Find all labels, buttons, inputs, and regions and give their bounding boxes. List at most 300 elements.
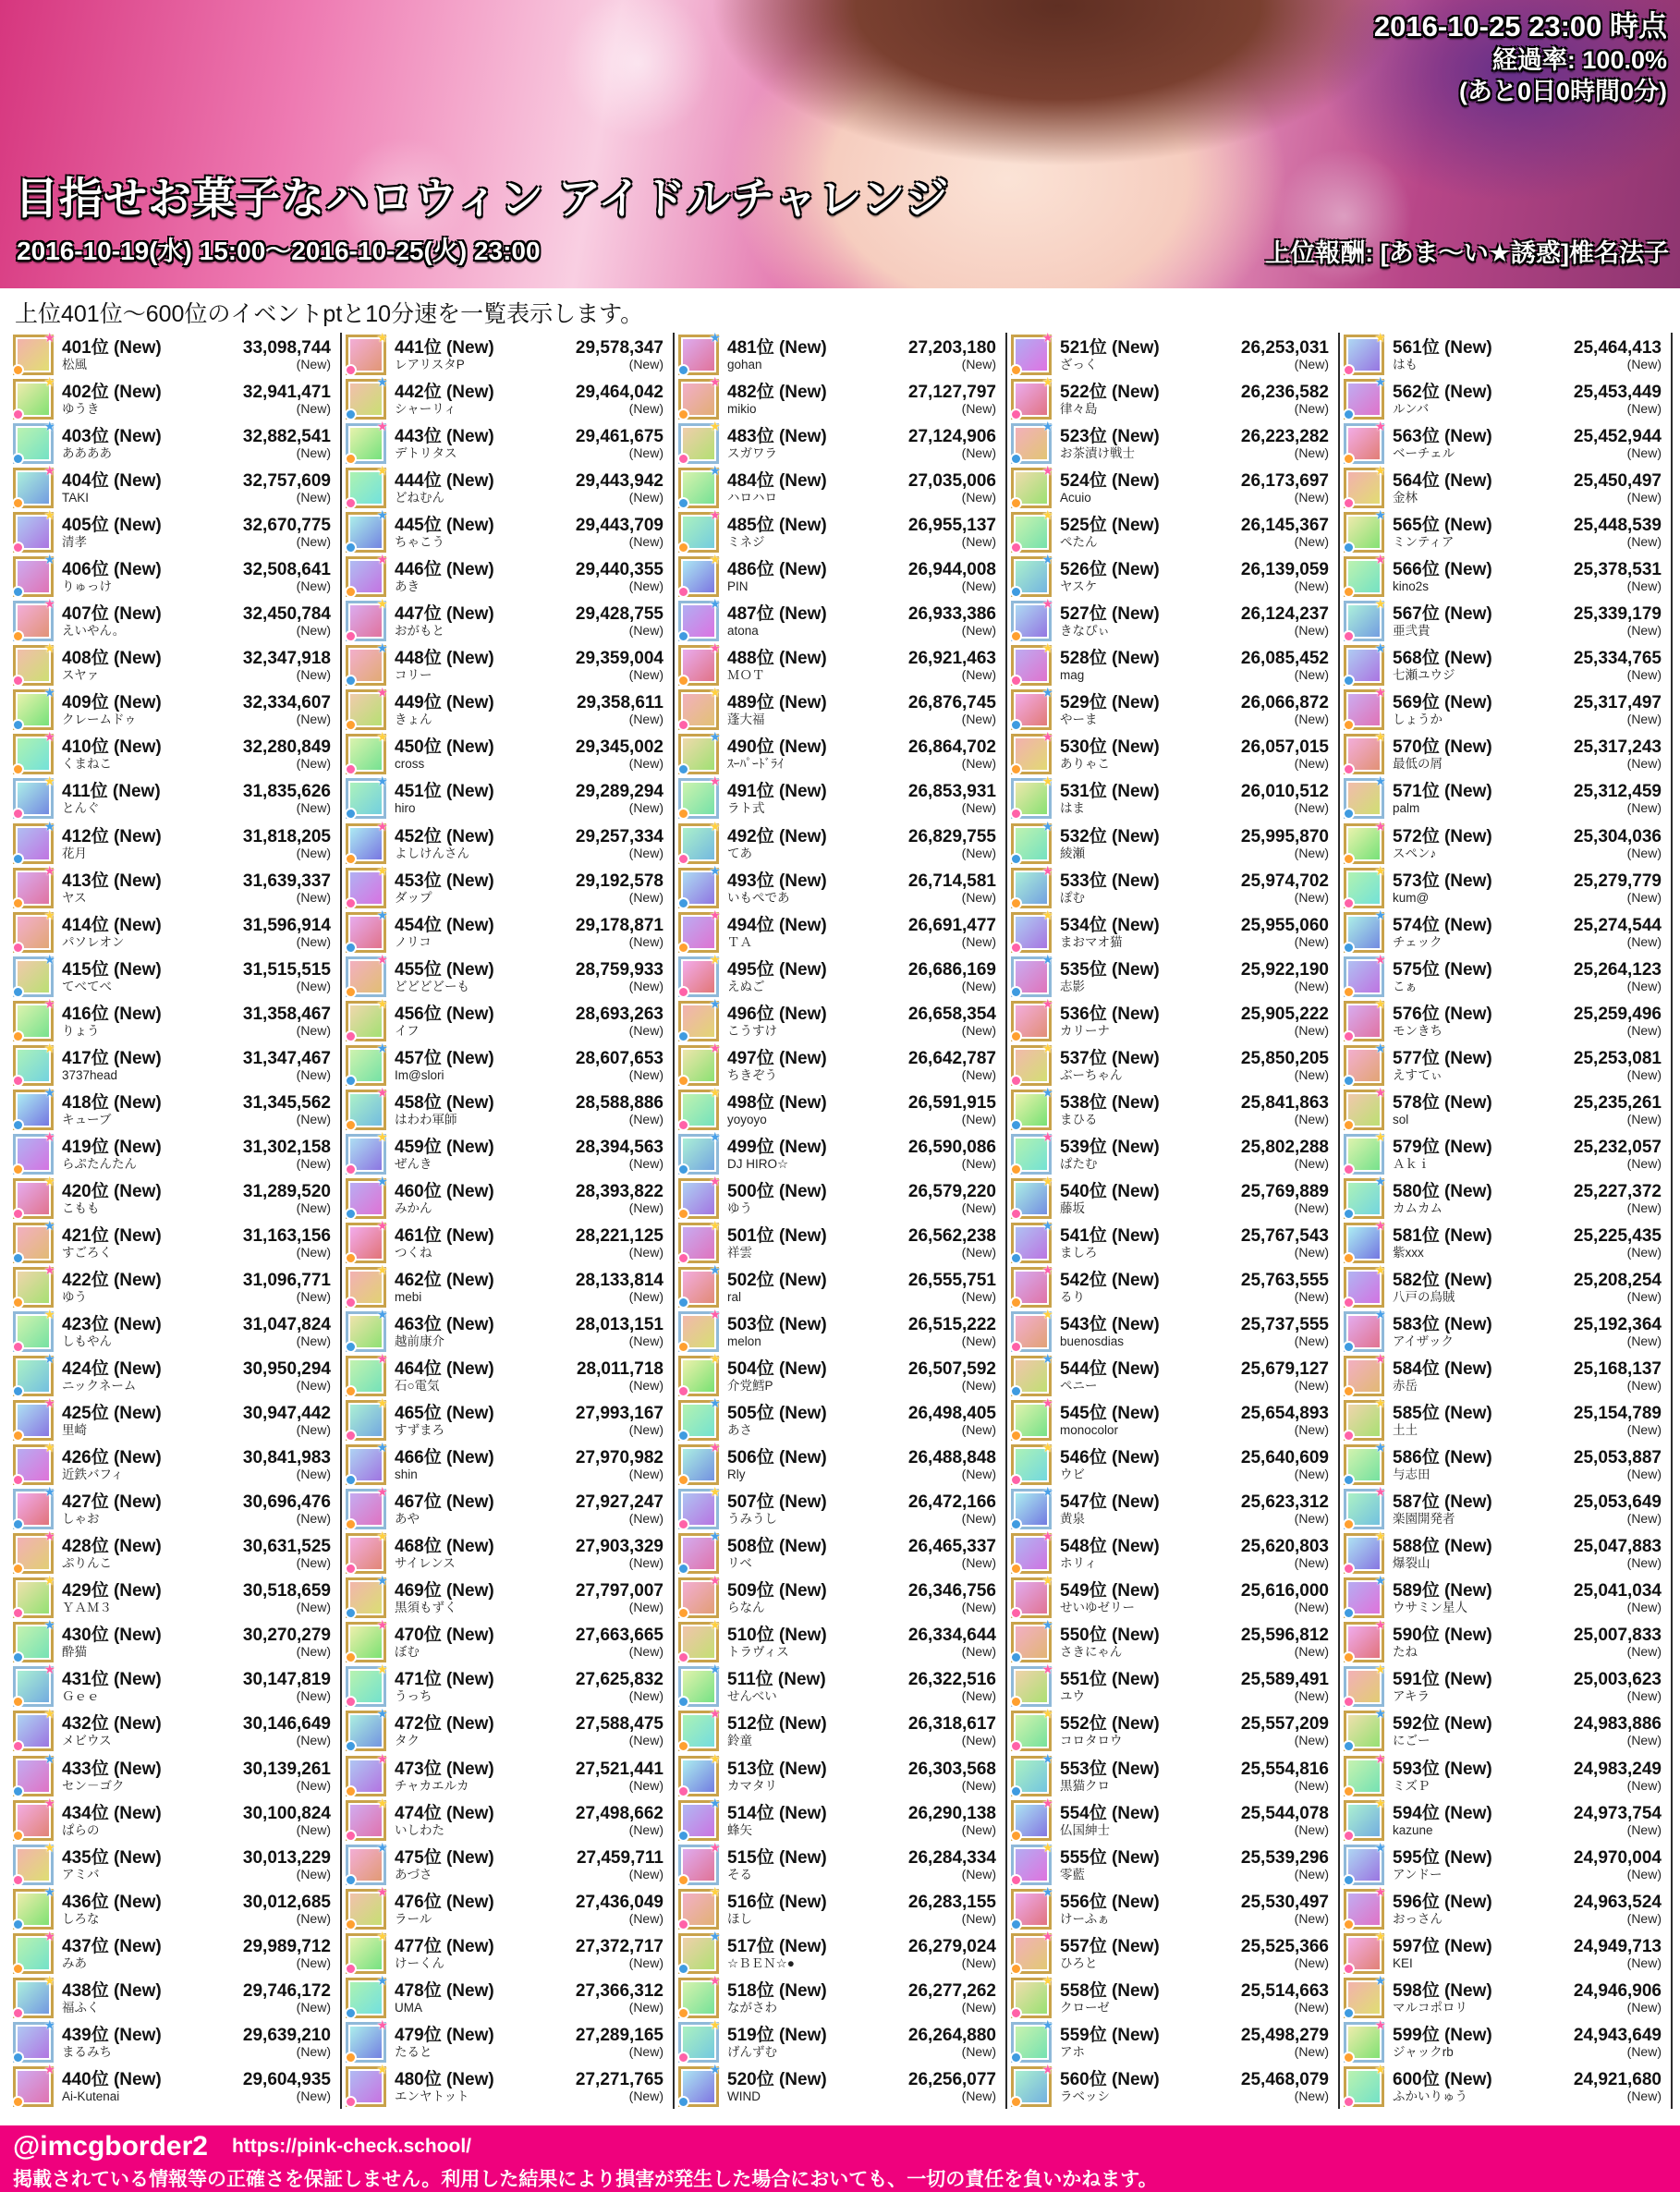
attribute-icon <box>345 1163 357 1175</box>
star-icon: ★ <box>709 1395 721 1411</box>
attribute-icon <box>1010 719 1022 731</box>
idol-avatar-image <box>1011 1440 1053 1485</box>
rank-label: 500位 (New) <box>727 1181 827 1201</box>
idol-avatar-image <box>1344 1217 1386 1263</box>
player-name: Im@slori <box>395 1067 444 1082</box>
star-icon: ★ <box>1374 640 1386 656</box>
points-value: 32,757,609 <box>242 471 331 492</box>
points-status: (New) <box>1294 2043 1329 2059</box>
star-icon: ★ <box>709 1928 721 1943</box>
player-name: ましろ <box>1060 1245 1098 1260</box>
points-status: (New) <box>1626 1378 1662 1394</box>
points-value: 25,530,497 <box>1240 1892 1329 1912</box>
player-name: らなん <box>727 1601 765 1615</box>
idol-avatar-image <box>346 330 388 375</box>
rank-label: 456位 (New) <box>395 1004 494 1024</box>
points-value: 25,616,000 <box>1240 1581 1329 1601</box>
player-name: ミネジ <box>727 535 765 550</box>
points-value: 25,007,833 <box>1573 1626 1662 1646</box>
idol-avatar-image <box>1011 1262 1053 1308</box>
points-value: 29,461,675 <box>575 427 663 447</box>
rank-entry <box>678 374 1005 421</box>
points-value: 25,763,555 <box>1240 1271 1329 1290</box>
points-value: 32,334,607 <box>242 693 331 713</box>
rank-entry <box>13 596 340 643</box>
rank-entry <box>346 1440 673 1487</box>
star-icon: ★ <box>1374 596 1386 612</box>
rank-label: 523位 (New) <box>1060 427 1160 447</box>
points-value: 26,555,751 <box>907 1271 996 1290</box>
attribute-icon <box>12 808 24 820</box>
attribute-icon <box>1343 1075 1355 1087</box>
player-name: あさ <box>727 1423 752 1438</box>
points-value: 29,604,935 <box>242 2069 331 2089</box>
points-status: (New) <box>1294 357 1329 372</box>
points-status: (New) <box>1626 2088 1662 2103</box>
points-value: 30,146,649 <box>242 1714 331 1735</box>
points-value: 31,596,914 <box>242 915 331 935</box>
points-value: 31,347,467 <box>242 1048 331 1068</box>
rank-entry <box>678 507 1005 554</box>
points-value: 27,289,165 <box>575 2025 663 2045</box>
star-icon: ★ <box>709 1662 721 1677</box>
points-status: (New) <box>961 1289 996 1304</box>
idol-avatar-image <box>1344 1750 1386 1796</box>
idol-avatar-image <box>13 729 55 774</box>
rank-label: 406位 (New) <box>62 560 162 580</box>
rank-label: 534位 (New) <box>1060 915 1160 935</box>
idol-avatar-image <box>13 818 55 864</box>
points-status: (New) <box>1626 1644 1662 1660</box>
rank-label: 532位 (New) <box>1060 826 1160 846</box>
star-icon: ★ <box>376 1706 388 1722</box>
player-name: hiro <box>395 801 416 816</box>
star-icon: ★ <box>1041 1617 1053 1633</box>
points-status: (New) <box>1626 401 1662 417</box>
rank-entry <box>13 2016 340 2064</box>
player-name: ウサミン星人 <box>1393 1601 1467 1615</box>
attribute-icon <box>345 719 357 731</box>
player-name: ぱたむ <box>1060 1156 1098 1171</box>
player-name: ゆう <box>62 1290 87 1304</box>
rank-label: 573位 (New) <box>1393 871 1492 891</box>
idol-avatar-image <box>13 1217 55 1263</box>
points-status: (New) <box>296 1111 331 1126</box>
player-name: カムカム <box>1393 1200 1443 1215</box>
points-value: 26,944,008 <box>907 560 996 580</box>
points-value: 25,317,243 <box>1573 737 1662 758</box>
idol-avatar-image <box>678 1440 721 1485</box>
player-name: せんべい <box>727 1689 777 1704</box>
points-status: (New) <box>296 978 331 993</box>
star-icon: ★ <box>709 2016 721 2032</box>
rank-label: 533位 (New) <box>1060 871 1160 891</box>
star-icon: ★ <box>376 463 388 479</box>
attribute-icon <box>1343 2052 1355 2064</box>
rank-label: 454位 (New) <box>395 915 494 935</box>
attribute-icon <box>1343 1030 1355 1042</box>
idol-avatar-image <box>13 507 55 553</box>
points-value: 26,642,787 <box>907 1048 996 1068</box>
star-icon: ★ <box>1374 907 1386 922</box>
star-icon: ★ <box>1374 463 1386 479</box>
player-name: りょう <box>62 1023 100 1038</box>
player-name: ぺたん <box>1060 535 1098 550</box>
idol-avatar-image <box>13 1883 55 1930</box>
points-value: 26,591,915 <box>907 1092 996 1113</box>
points-status: (New) <box>961 1688 996 1704</box>
rank-entry <box>346 951 673 999</box>
star-icon: ★ <box>43 374 55 390</box>
points-status: (New) <box>628 1955 663 1970</box>
star-icon: ★ <box>709 729 721 745</box>
rank-entry <box>678 1262 1005 1309</box>
rank-entry <box>1011 1217 1338 1265</box>
attribute-icon <box>1343 1430 1355 1442</box>
idol-avatar-image <box>1344 463 1386 508</box>
points-status: (New) <box>296 1866 331 1881</box>
idol-avatar-image <box>13 1573 55 1618</box>
rank-label: 541位 (New) <box>1060 1225 1160 1246</box>
star-icon: ★ <box>376 1883 388 1899</box>
points-value: 30,147,819 <box>242 1670 331 1690</box>
rank-entry <box>346 1839 673 1887</box>
rank-label: 519位 (New) <box>727 2025 827 2045</box>
points-status: (New) <box>296 490 331 505</box>
idol-avatar-image <box>1344 1484 1386 1529</box>
attribute-icon <box>12 1119 24 1131</box>
rank-entry <box>13 1173 340 1221</box>
rank-entry <box>1011 818 1338 866</box>
attribute-icon <box>1010 675 1022 687</box>
rank-entry <box>1011 374 1338 421</box>
points-value: 25,554,816 <box>1240 1759 1329 1779</box>
points-status: (New) <box>628 1777 663 1793</box>
rank-entry <box>13 374 340 421</box>
rank-entry <box>678 1839 1005 1887</box>
idol-avatar-image <box>13 1440 55 1485</box>
points-value: 28,588,886 <box>575 1092 663 1113</box>
points-value: 29,443,942 <box>575 471 663 492</box>
player-name: melon <box>727 1334 761 1349</box>
star-icon: ★ <box>376 552 388 567</box>
rank-label: 412位 (New) <box>62 826 162 846</box>
attribute-icon <box>1343 1563 1355 1575</box>
star-icon: ★ <box>1374 1795 1386 1810</box>
points-value: 25,259,496 <box>1573 1004 1662 1024</box>
points-status: (New) <box>296 1999 331 2015</box>
points-value: 26,173,697 <box>1240 471 1329 492</box>
attribute-icon <box>1010 1297 1022 1309</box>
player-name: ウビ <box>1060 1467 1085 1482</box>
idol-avatar-image <box>346 729 388 774</box>
attribute-icon <box>1010 853 1022 865</box>
idol-avatar-image <box>13 1706 55 1751</box>
attribute-icon <box>1010 1163 1022 1175</box>
idol-avatar-image <box>1344 1351 1386 1396</box>
rank-label: 471位 (New) <box>395 1670 494 1690</box>
star-icon: ★ <box>376 1484 388 1500</box>
rank-label: 477位 (New) <box>395 1936 494 1956</box>
idol-avatar-image <box>13 640 55 686</box>
attribute-icon <box>1010 1607 1022 1619</box>
idol-avatar-image <box>13 1395 55 1441</box>
rank-label: 598位 (New) <box>1393 1980 1492 2001</box>
rank-label: 499位 (New) <box>727 1137 827 1157</box>
idol-avatar-image <box>1344 2061 1386 2107</box>
player-name: レアリスタP <box>395 358 465 372</box>
rank-label: 420位 (New) <box>62 1181 162 1201</box>
disclaimer-text: 掲載されている情報等の正確さを保証しません。利用した結果により損害が発生した場合においても、一切の責任を負いかねます。 <box>13 2169 1158 2190</box>
rank-label: 576位 (New) <box>1393 1004 1492 1024</box>
star-icon: ★ <box>1041 463 1053 479</box>
star-icon: ★ <box>709 1262 721 1277</box>
rank-label: 443位 (New) <box>395 427 494 447</box>
player-name: 爆裂山 <box>1393 1556 1430 1571</box>
rank-entry <box>346 1128 673 1176</box>
player-name: gohan <box>727 358 762 372</box>
attribute-icon <box>345 1208 357 1220</box>
attribute-icon <box>677 808 689 820</box>
rank-entry <box>1344 1484 1671 1531</box>
player-name: 福ふく <box>62 2000 100 2015</box>
attribute-icon <box>345 763 357 775</box>
points-value: 25,225,435 <box>1573 1225 1662 1246</box>
rank-label: 409位 (New) <box>62 693 162 713</box>
star-icon: ★ <box>709 507 721 523</box>
star-icon: ★ <box>709 1217 721 1233</box>
points-status: (New) <box>1626 1022 1662 1038</box>
points-status: (New) <box>628 445 663 461</box>
player-name: チェック <box>1393 934 1443 949</box>
idol-avatar-image <box>13 2061 55 2107</box>
points-status: (New) <box>628 756 663 772</box>
attribute-icon <box>12 1696 24 1708</box>
player-name: あや <box>395 1512 420 1527</box>
rank-label: 529位 (New) <box>1060 693 1160 713</box>
attribute-icon <box>345 808 357 820</box>
points-status: (New) <box>1294 1066 1329 1082</box>
rank-label: 404位 (New) <box>62 471 162 492</box>
idol-avatar-image <box>346 596 388 641</box>
attribute-icon <box>677 408 689 420</box>
rank-entry <box>346 729 673 776</box>
attribute-icon <box>677 1474 689 1486</box>
idol-avatar-image <box>346 419 388 464</box>
star-icon: ★ <box>376 419 388 434</box>
rank-label: 436位 (New) <box>62 1892 162 1912</box>
idol-avatar-image <box>346 1351 388 1396</box>
points-status: (New) <box>628 1244 663 1260</box>
points-value: 29,192,578 <box>575 871 663 891</box>
rank-entry <box>678 1750 1005 1798</box>
idol-avatar-image <box>1011 1307 1053 1352</box>
points-status: (New) <box>628 357 663 372</box>
attribute-icon <box>12 2007 24 2019</box>
player-name: 石○電気 <box>395 1379 440 1394</box>
attribute-icon <box>1343 853 1355 865</box>
rank-entry <box>678 1664 1005 1709</box>
points-status: (New) <box>1294 1555 1329 1571</box>
attribute-icon <box>1343 897 1355 909</box>
points-status: (New) <box>961 2088 996 2103</box>
idol-avatar-image <box>678 1173 721 1219</box>
rank-label: 585位 (New) <box>1393 1404 1492 1424</box>
star-icon: ★ <box>709 1839 721 1855</box>
attribute-icon <box>345 1430 357 1442</box>
rank-label: 530位 (New) <box>1060 737 1160 758</box>
rank-label: 442位 (New) <box>395 383 494 403</box>
rank-entry <box>13 1573 340 1620</box>
progress-rate: 経過率: 100.0% <box>1491 45 1667 74</box>
rank-entry <box>346 421 673 466</box>
attribute-icon <box>677 1297 689 1309</box>
attribute-icon <box>677 763 689 775</box>
player-name: たね <box>1393 1645 1418 1660</box>
star-icon: ★ <box>43 1307 55 1322</box>
rank-entry <box>678 1351 1005 1398</box>
points-status: (New) <box>1626 1999 1662 2015</box>
points-status: (New) <box>961 1511 996 1527</box>
points-value: 29,289,294 <box>575 782 663 802</box>
star-icon: ★ <box>1041 1440 1053 1455</box>
rank-label: 461位 (New) <box>395 1225 494 1246</box>
points-status: (New) <box>1294 1910 1329 1926</box>
rank-entry <box>1344 374 1671 421</box>
rank-label: 402位 (New) <box>62 383 162 403</box>
attribute-icon <box>12 1607 24 1619</box>
player-name: デトリタス <box>395 446 457 461</box>
points-status: (New) <box>296 1467 331 1482</box>
points-value: 26,283,155 <box>907 1892 996 1912</box>
attribute-icon <box>1010 364 1022 376</box>
points-status: (New) <box>1626 1910 1662 1926</box>
rank-label: 460位 (New) <box>395 1181 494 1201</box>
player-name: PIN <box>727 579 749 594</box>
points-status: (New) <box>296 1289 331 1304</box>
rank-label: 433位 (New) <box>62 1759 162 1779</box>
star-icon: ★ <box>1041 2016 1053 2032</box>
player-name: KEI <box>1393 1955 1413 1970</box>
star-icon: ★ <box>1041 1528 1053 1544</box>
rank-label: 504位 (New) <box>727 1359 827 1380</box>
rank-label: 449位 (New) <box>395 693 494 713</box>
rank-label: 437位 (New) <box>62 1936 162 1956</box>
star-icon: ★ <box>1374 552 1386 567</box>
idol-avatar-image <box>678 330 721 375</box>
attribute-icon <box>345 853 357 865</box>
star-icon: ★ <box>43 2061 55 2076</box>
attribute-icon <box>1010 1252 1022 1264</box>
rank-entry <box>13 773 340 821</box>
points-value: 27,271,765 <box>575 2069 663 2089</box>
rank-entry <box>678 1617 1005 1664</box>
player-name: どどどどーも <box>395 979 469 993</box>
star-icon: ★ <box>709 1972 721 1988</box>
star-icon: ★ <box>376 1795 388 1810</box>
player-name: kum@ <box>1393 890 1430 905</box>
star-icon: ★ <box>1374 1307 1386 1322</box>
attribute-icon <box>12 1297 24 1309</box>
rank-entry <box>13 862 340 910</box>
star-icon: ★ <box>709 640 721 656</box>
points-status: (New) <box>1626 1866 1662 1881</box>
idol-avatar-image <box>1344 507 1386 553</box>
rank-label: 554位 (New) <box>1060 1803 1160 1823</box>
player-name: 鈴童 <box>727 1734 752 1748</box>
star-icon: ★ <box>1041 1307 1053 1322</box>
rank-entry <box>1344 1309 1671 1354</box>
attribute-icon <box>677 1696 689 1708</box>
star-icon: ★ <box>1041 1662 1053 1677</box>
idol-avatar-image <box>1344 685 1386 730</box>
rank-label: 592位 (New) <box>1393 1714 1492 1735</box>
points-status: (New) <box>628 933 663 949</box>
rank-label: 513位 (New) <box>727 1759 827 1779</box>
rank-entry <box>1344 862 1671 910</box>
rank-label: 589位 (New) <box>1393 1581 1492 1601</box>
points-status: (New) <box>961 1955 996 1970</box>
points-status: (New) <box>1294 889 1329 905</box>
points-status: (New) <box>628 1155 663 1171</box>
rank-label: 445位 (New) <box>395 516 494 536</box>
points-status: (New) <box>296 667 331 683</box>
idol-avatar-image <box>1344 1307 1386 1352</box>
site-url-link[interactable]: https://pink-check.school/ <box>231 2136 472 2157</box>
rank-label: 491位 (New) <box>727 782 827 802</box>
points-status: (New) <box>628 1999 663 2015</box>
player-name: るり <box>1060 1290 1085 1304</box>
idol-avatar-image <box>1344 1706 1386 1751</box>
points-value: 30,841,983 <box>242 1448 331 1468</box>
player-name: 3737head <box>62 1067 118 1082</box>
points-value: 25,235,261 <box>1573 1092 1662 1113</box>
player-name: こぁ <box>1393 979 1418 993</box>
player-name: コリー <box>395 668 432 683</box>
attribute-icon <box>12 1030 24 1042</box>
attribute-icon <box>1010 1740 1022 1752</box>
rank-label: 588位 (New) <box>1393 1537 1492 1557</box>
points-value: 25,596,812 <box>1240 1626 1329 1646</box>
player-name: Rly <box>727 1467 746 1482</box>
rank-entry <box>678 1395 1005 1443</box>
star-icon: ★ <box>709 1173 721 1188</box>
star-icon: ★ <box>376 729 388 745</box>
points-value: 29,578,347 <box>575 338 663 359</box>
rank-label: 555位 (New) <box>1060 1847 1160 1868</box>
player-name: sol <box>1393 1112 1409 1126</box>
points-status: (New) <box>1294 2088 1329 2103</box>
rank-entry <box>13 463 340 510</box>
points-status: (New) <box>1294 1155 1329 1171</box>
rank-entry <box>1011 1706 1338 1753</box>
points-status: (New) <box>961 1155 996 1171</box>
attribute-icon <box>12 364 24 376</box>
rank-entry <box>13 1440 340 1487</box>
star-icon: ★ <box>376 596 388 612</box>
attribute-icon <box>345 1874 357 1886</box>
rank-label: 501位 (New) <box>727 1225 827 1246</box>
rank-entry <box>1344 1528 1671 1576</box>
idol-avatar-image <box>678 1395 721 1441</box>
rank-entry <box>1011 773 1338 821</box>
points-status: (New) <box>1626 756 1662 772</box>
star-icon: ★ <box>43 1262 55 1277</box>
points-value: 25,922,190 <box>1240 959 1329 980</box>
rank-label: 414位 (New) <box>62 915 162 935</box>
rank-label: 509位 (New) <box>727 1581 827 1601</box>
attribute-icon <box>1010 1963 1022 1975</box>
